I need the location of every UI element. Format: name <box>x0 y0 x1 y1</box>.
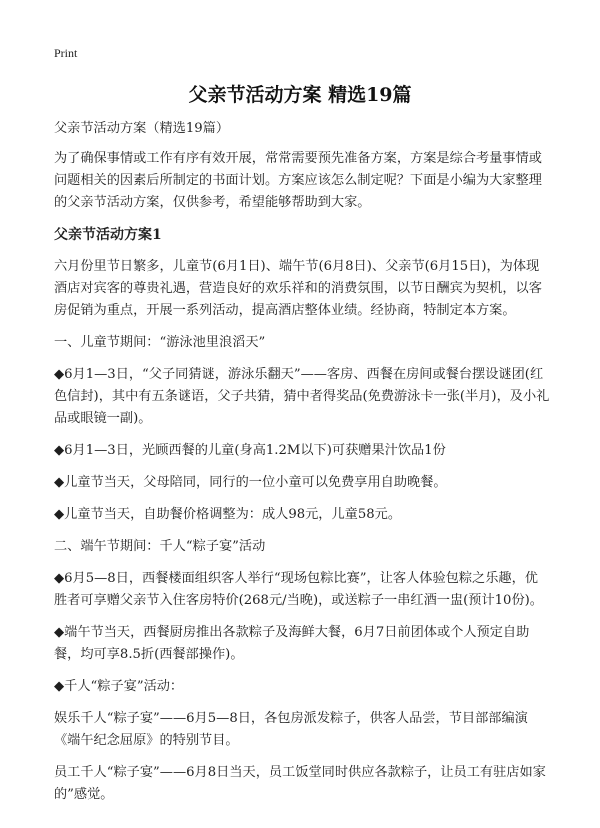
part2-heading: 二、端午节期间：千人“粽子宴”活动 <box>54 539 266 554</box>
document-subtitle: 父亲节活动方案（精选19篇） <box>54 121 230 136</box>
part2-item-5: 员工千人“粽子宴”——6月8日当天，员工饭堂同时供应各款粽子，让员工有驻店如家的”感觉。 <box>54 765 546 802</box>
intro-paragraph: 为了确保事情或工作有序有效开展，常常需要预先准备方案，方案是综合考量事情或问题相关的因素后所制定的书面计划。方案应该怎么制定呢？下面是小编为大家整理的父亲节活动方案，仅供参考，希望能够帮助到大家。 <box>54 151 542 210</box>
part1-item-2: ◆6月1—3日，光顾西餐的儿童(身高1.2M以下)可获赠果汁饮品1份 <box>54 443 446 458</box>
part1-heading: 一、儿童节期间：“游泳池里浪滔天” <box>54 335 266 350</box>
part2-item-2: ◆端午节当天，西餐厨房推出各款粽子及海鲜大餐，6月7日前团体或个人预定自助餐，均可享8.5折(西餐部操作)。 <box>54 625 530 662</box>
part2-item-1: ◆6月5—8日，西餐楼面组织客人举行“现场包粽比赛”，让客人体验包粽之乐趣，优胜者可享赠父亲节入住客房特价(268元/当晚)，或送粽子一串红酒一盅(预计10份)。 <box>54 571 543 608</box>
section-heading: 父亲节活动方案1 <box>54 227 162 243</box>
section-intro-paragraph: 六月份里节日繁多，儿童节(6月1日)、端午节(6月8日)、父亲节(6月15日)，为体现酒店对宾客的尊贵礼遇，营造良好的欢乐祥和的消费氛围，以节日酬宾为契机，以客房促销为重点，开展一系列活动，提高酒店整体业绩。经协商，特制定本方案。 <box>54 259 542 318</box>
part1-item-1: ◆6月1—3日，“父子同猜谜，游泳乐翻天”——客房、西餐在房间或餐台摆设谜团(红色信封)，其中有五条谜语，父子共猜，猜中者得奖品(免费游泳卡一张(半月)，及小礼品或眼镜一副)。 <box>54 367 550 426</box>
part1-item-3: ◆儿童节当天，父母陪同，同行的一位小童可以免费享用自助晚餐。 <box>54 475 447 490</box>
part1-item-4: ◆儿童节当天，自助餐价格调整为：成人98元，儿童58元。 <box>54 507 402 522</box>
part2-item-3: ◆千人“粽子宴”活动： <box>54 679 184 694</box>
print-link[interactable]: Print <box>54 46 78 60</box>
document-body <box>54 118 550 816</box>
part2-item-4: 娱乐千人“粽子宴”——6月5—8日，各包房派发粽子，供客人品尝，节目部部编演《端午纪念屈原》的特别节目。 <box>54 711 528 748</box>
document-title: 父亲节活动方案 精选19篇 <box>188 84 412 106</box>
